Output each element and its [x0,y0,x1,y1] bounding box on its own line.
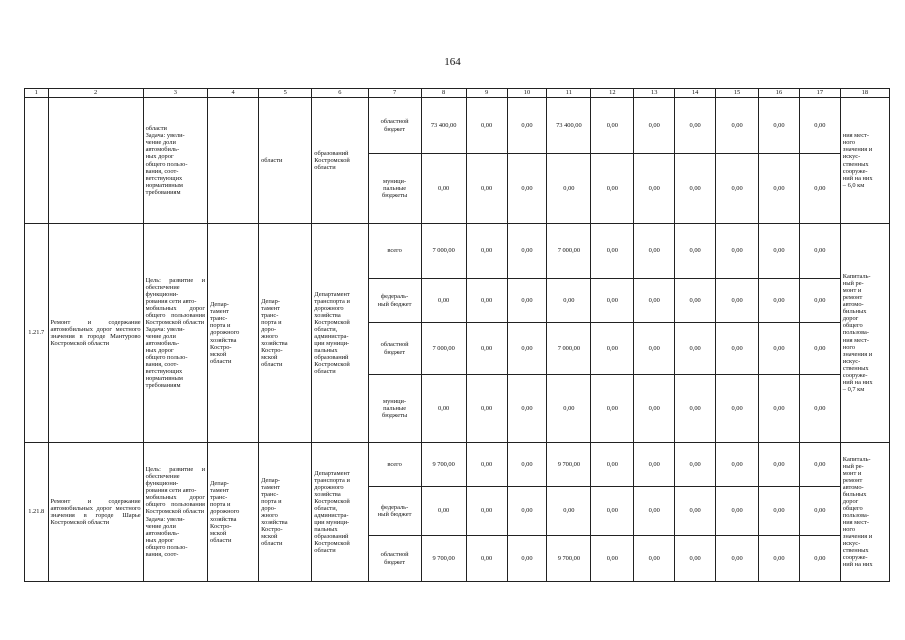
result-text: Капиталь- ный ре- монт и ремонт автомо- бильных дорог общего пользова- ния мест- ного значения и искус- ственных сооруже- ний на них – 0,7 км [840,224,889,443]
amount-cell: 0,00 [507,224,547,279]
amount-cell: 0,00 [799,536,840,582]
column-number: 12 [591,89,634,98]
column-number: 17 [799,89,840,98]
amount-cell: 0,00 [591,98,634,154]
amount-cell: 0,00 [466,98,507,154]
amount-cell: 0,00 [799,323,840,375]
column-number: 2 [48,89,143,98]
program-table [24,88,890,582]
column-number: 18 [840,89,889,98]
column-number: 16 [759,89,800,98]
amount-cell: 0,00 [466,443,507,487]
column-number: 6 [312,89,368,98]
amount-cell: 0,00 [466,323,507,375]
amount-cell: 0,00 [466,154,507,224]
executor-text: Депар- тамент транс- порта и дорожного хозяйства Костро- мской области [208,443,259,582]
amount-cell: 0,00 [507,154,547,224]
funding-source: муници- пальные бюджеты [368,154,421,224]
amount-cell: 0,00 [634,487,675,536]
funding-source: областной бюджет [368,98,421,154]
column-number: 14 [675,89,716,98]
amount-cell: 0,00 [421,487,466,536]
amount-cell: 0,00 [759,279,800,323]
amount-cell: 0,00 [547,487,591,536]
result-text: ния мест- ного значения и искус- ственных сооруже- ний на них – 6,0 км [840,98,889,224]
amount-cell: 0,00 [591,487,634,536]
funding-source: областной бюджет [368,323,421,375]
amount-cell: 0,00 [591,154,634,224]
amount-cell: 0,00 [799,443,840,487]
amount-cell: 9 700,00 [421,443,466,487]
amount-cell: 0,00 [466,536,507,582]
amount-cell: 0,00 [547,154,591,224]
amount-cell: 0,00 [634,224,675,279]
amount-cell: 0,00 [675,323,716,375]
amount-cell: 0,00 [466,224,507,279]
measure-number: 1.21.8 [25,443,49,582]
amount-cell: 0,00 [716,154,759,224]
column-number: 13 [634,89,675,98]
amount-cell: 0,00 [759,536,800,582]
amount-cell: 0,00 [716,224,759,279]
amount-cell: 0,00 [716,323,759,375]
amount-cell: 0,00 [716,536,759,582]
goal-text: Цель: развитие и обеспечение функциони- рования сети авто- мобильных дорог общего пользования Костромской области Задача: увели- чение доли автомобиль- ных дорог общего пользо- вания, соот- ветствующих нормативным требованиям [143,224,207,443]
amount-cell: 0,00 [634,375,675,443]
amount-cell: 0,00 [591,375,634,443]
amount-cell: 0,00 [759,443,800,487]
amount-cell: 0,00 [675,224,716,279]
coexecutor-text: образований Костромской области [312,98,368,224]
amount-cell: 0,00 [634,443,675,487]
amount-cell: 0,00 [799,154,840,224]
measure-number [25,98,49,224]
table-row [25,443,890,487]
column-number: 4 [208,89,259,98]
coexecutor-text: Департамент транспорта и дорожного хозяйства Костромской области, администра- ции муници- пальных образований Костромской области [312,224,368,443]
measure-name [48,98,143,224]
amount-cell: 0,00 [591,443,634,487]
amount-cell: 0,00 [507,279,547,323]
amount-cell: 0,00 [716,98,759,154]
amount-cell: 0,00 [799,224,840,279]
amount-cell: 0,00 [759,375,800,443]
funding-source: федераль- ный бюджет [368,487,421,536]
amount-cell: 73 400,00 [547,98,591,154]
amount-cell: 0,00 [466,487,507,536]
amount-cell: 0,00 [759,98,800,154]
funding-source: федераль- ный бюджет [368,279,421,323]
amount-cell: 0,00 [591,224,634,279]
coordinator-text: Депар- тамент транс- порта и доро- жного хозяйства Костро- мской области [259,443,312,582]
amount-cell: 0,00 [675,443,716,487]
measure-number: 1.21.7 [25,224,49,443]
result-text: Капиталь- ный ре- монт и ремонт автомо- бильных дорог общего пользова- ния мест- ного значения и искус- ственных сооруже- ний на них [840,443,889,582]
amount-cell: 0,00 [507,487,547,536]
amount-cell: 0,00 [634,279,675,323]
amount-cell: 0,00 [759,154,800,224]
amount-cell: 0,00 [759,224,800,279]
amount-cell: 9 700,00 [547,443,591,487]
funding-source: областной бюджет [368,536,421,582]
executor-text: Депар- тамент транс- порта и дорожного хозяйства Костро- мской области [208,224,259,443]
amount-cell: 0,00 [799,279,840,323]
amount-cell: 73 400,00 [421,98,466,154]
measure-name: Ремонт и содержание автомобильных дорог местного значения в городе Шарье Костромской области [48,443,143,582]
amount-cell: 0,00 [591,536,634,582]
executor-text [208,98,259,224]
column-number: 1 [25,89,49,98]
column-number: 11 [547,89,591,98]
amount-cell: 0,00 [547,279,591,323]
column-number: 10 [507,89,547,98]
column-number: 15 [716,89,759,98]
amount-cell: 0,00 [466,279,507,323]
page-number: 164 [444,56,461,68]
amount-cell: 0,00 [421,279,466,323]
column-number: 3 [143,89,207,98]
amount-cell: 0,00 [675,98,716,154]
column-number: 9 [466,89,507,98]
measure-name: Ремонт и содержание автомобильных дорог местного значения в городе Мантурово Костромской области [48,224,143,443]
coordinator-text: области [259,98,312,224]
amount-cell: 9 700,00 [421,536,466,582]
amount-cell: 0,00 [759,323,800,375]
amount-cell: 7 000,00 [421,323,466,375]
amount-cell: 0,00 [799,98,840,154]
column-number: 5 [259,89,312,98]
amount-cell: 0,00 [634,536,675,582]
column-number: 8 [421,89,466,98]
amount-cell: 0,00 [634,323,675,375]
amount-cell: 0,00 [799,375,840,443]
amount-cell: 7 000,00 [547,224,591,279]
amount-cell: 0,00 [716,443,759,487]
table-row [25,98,890,154]
column-number: 7 [368,89,421,98]
amount-cell: 0,00 [759,487,800,536]
amount-cell: 0,00 [507,443,547,487]
funding-source: всего [368,443,421,487]
goal-text: Цель: развитие и обеспечение функциони- рования сети авто- мобильных дорог общего пользования Костромской области Задача: увели- чение доли автомобиль- ных дорог общего пользо- вания, соот- [143,443,207,582]
amount-cell: 0,00 [421,375,466,443]
amount-cell: 9 700,00 [547,536,591,582]
amount-cell: 0,00 [634,154,675,224]
column-number-row [25,89,890,98]
amount-cell: 0,00 [675,487,716,536]
amount-cell: 7 000,00 [547,323,591,375]
coordinator-text: Депар- тамент транс- порта и доро- жного хозяйства Костро- мской области [259,224,312,443]
amount-cell: 0,00 [675,154,716,224]
amount-cell: 0,00 [675,375,716,443]
funding-source: муници- пальные бюджеты [368,375,421,443]
amount-cell: 0,00 [675,279,716,323]
amount-cell: 0,00 [634,98,675,154]
goal-text: области Задача: увели- чение доли автомобиль- ных дорог общего пользо- вания, соот- ветствующих нормативным требованиям [143,98,207,224]
amount-cell: 0,00 [507,323,547,375]
amount-cell: 0,00 [507,536,547,582]
amount-cell: 0,00 [799,487,840,536]
amount-cell: 0,00 [716,487,759,536]
table-row [25,224,890,279]
amount-cell: 0,00 [466,375,507,443]
amount-cell: 0,00 [507,375,547,443]
funding-source: всего [368,224,421,279]
amount-cell: 0,00 [716,375,759,443]
amount-cell: 0,00 [716,279,759,323]
amount-cell: 0,00 [547,375,591,443]
amount-cell: 0,00 [421,154,466,224]
amount-cell: 0,00 [591,279,634,323]
amount-cell: 0,00 [591,323,634,375]
amount-cell: 0,00 [675,536,716,582]
coexecutor-text: Департамент транспорта и дорожного хозяйства Костромской области, администра- ции муници- пальных образований Костромской области [312,443,368,582]
amount-cell: 7 000,00 [421,224,466,279]
amount-cell: 0,00 [507,98,547,154]
